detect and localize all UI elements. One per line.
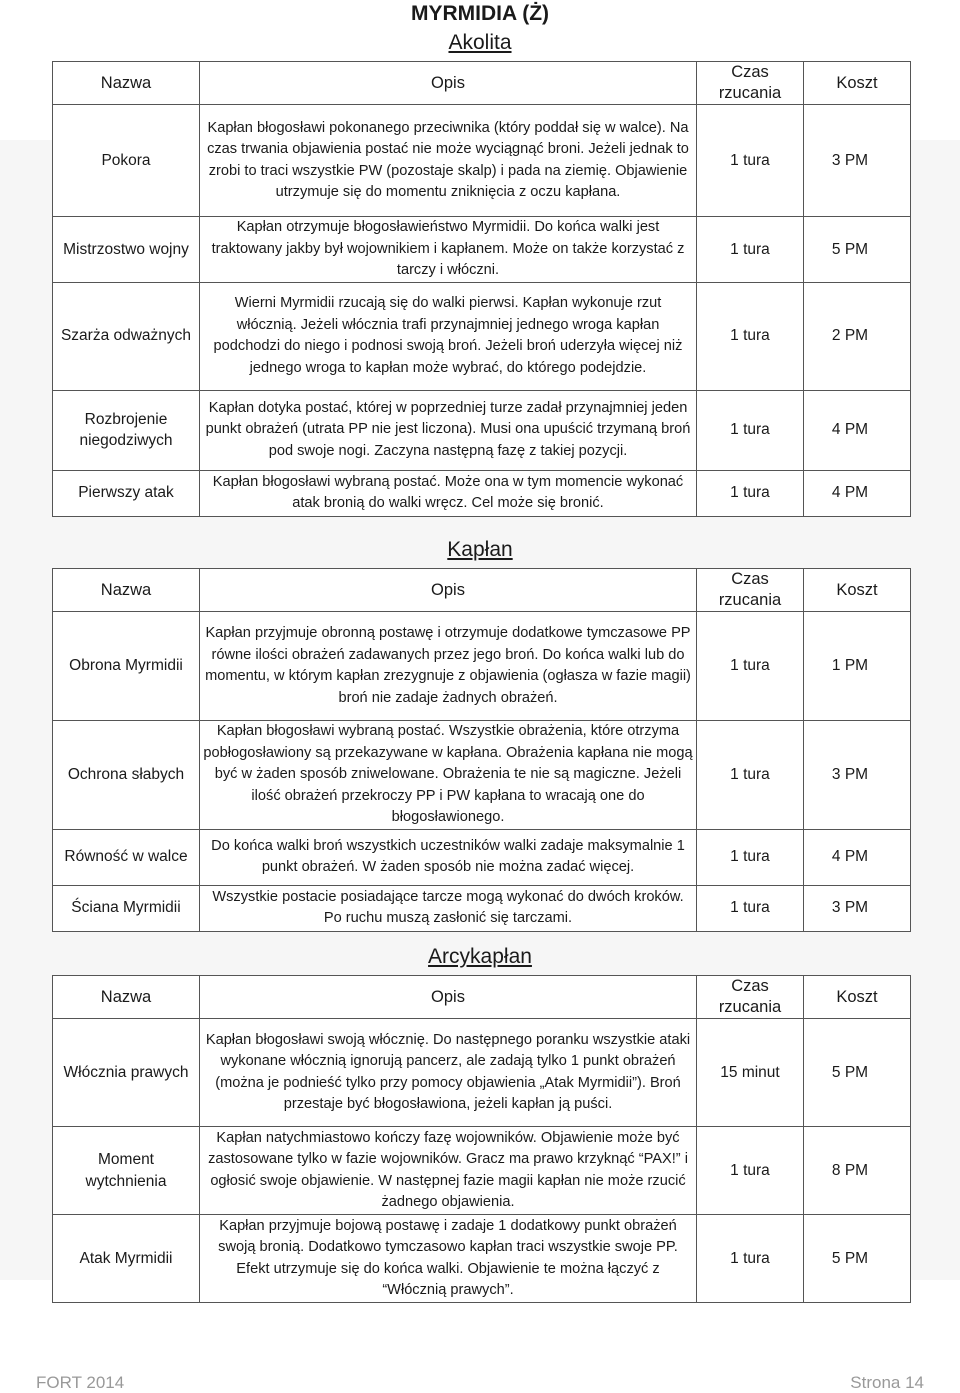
spell-cost: 8 PM: [804, 1127, 911, 1215]
table-row: [53, 105, 911, 217]
spell-table-akolita: [52, 61, 911, 517]
section-title-akolita: Akolita: [448, 31, 512, 54]
table-row: [53, 885, 911, 931]
table-row: [53, 721, 911, 830]
table-row: [53, 470, 911, 516]
section-title-kaplan: Kapłan: [447, 538, 513, 561]
footer-page-number: Strona 14: [850, 1373, 924, 1392]
table-row: [53, 1215, 911, 1303]
header-name: Nazwa: [53, 569, 200, 612]
header-cost: Koszt: [804, 976, 911, 1019]
footer-left: FORT 2014: [36, 1373, 125, 1392]
table-row: [53, 1127, 911, 1215]
spell-cost: 4 PM: [804, 470, 911, 516]
spell-name: Ochrona słabych: [53, 721, 200, 830]
table-row: [53, 1019, 911, 1127]
spell-table-kaplan: [52, 568, 911, 932]
spell-time: 1 tura: [697, 1215, 804, 1303]
spell-table-arcykaplan: [52, 975, 911, 1303]
spell-name: Rozbrojenie niegodziwych: [53, 390, 200, 470]
header-desc: Opis: [200, 976, 697, 1019]
header-desc: Opis: [200, 569, 697, 612]
spell-desc: Kapłan dotyka postać, której w poprzedniej turze zadał przynajmniej jeden punkt obrażeń (utrata PP nie jest liczona). Musi ona upuścić trzymaną broń pod swoje nogi. Zaczyna następną fazę z takiej pozycji.: [200, 390, 697, 470]
spell-time: 1 tura: [697, 885, 804, 931]
table-row: [53, 390, 911, 470]
spell-name: Ściana Myrmidii: [53, 885, 200, 931]
header-name: Nazwa: [53, 62, 200, 105]
spell-name: Obrona Myrmidii: [53, 612, 200, 721]
spell-cost: 1 PM: [804, 612, 911, 721]
header-name: Nazwa: [53, 976, 200, 1019]
spell-desc: Kapłan błogosławi swoją włócznię. Do następnego poranku wszystkie ataki wykonane włócznią ignorują pancerz, ale zadają tylko 1 punkt obrażeń (można je podnieść tylko przy pomocy objawienia „Atak Myrmidii”). Broń przestaje być błogosławiona, jeżeli kapłan ją puści.: [200, 1019, 697, 1127]
spell-cost: 2 PM: [804, 282, 911, 390]
spell-desc: Kapłan błogosławi wybraną postać. Wszystkie obrażenia, które otrzyma pobłogosławiony są przekazywane w kapłana. Obrażenia kapłana nie mogą być w żaden sposób zniwelowane. Obrażenia te nie są magiczne. Jeżeli ilość obrażeń przekroczy PP i PW kapłana to wracają one do błogosławionego.: [200, 721, 697, 830]
spell-cost: 3 PM: [804, 105, 911, 217]
spell-time: 1 tura: [697, 470, 804, 516]
spell-desc: Kapłan przyjmuje bojową postawę i zadaje 1 dodatkowy punkt obrażeń swoją bronią. Dodatkowo tymczasowo kapłan traci wszystkie swoje PP. Efekt utrzymuje się do końca walki. Objawienie te można łączyć z “Włócznią prawych”.: [200, 1215, 697, 1303]
section-title-arcykaplan: Arcykapłan: [428, 945, 532, 968]
spell-cost: 4 PM: [804, 829, 911, 885]
header-desc: Opis: [200, 62, 697, 105]
spell-name: Równość w walce: [53, 829, 200, 885]
spell-desc: Wszystkie postacie posiadające tarcze mogą wykonać do dwóch kroków. Po ruchu muszą zasłonić się tarczami.: [200, 885, 697, 931]
spell-desc: Kapłan przyjmuje obronną postawę i otrzymuje dodatkowe tymczasowe PP równe ilości obrażeń zadawanych przez jego broń. Do końca walki lub do momentu, w którym kapłan zrezygnuje z objawienia (ogłasza w fazie magii) broń nie zadaje żadnych obrażeń.: [200, 612, 697, 721]
spell-cost: 4 PM: [804, 390, 911, 470]
page-title: MYRMIDIA (Ż): [410, 2, 550, 25]
spell-cost: 3 PM: [804, 721, 911, 830]
table-header-row: [53, 569, 911, 612]
spell-name: Moment wytchnienia: [53, 1127, 200, 1215]
table-header-row: [53, 62, 911, 105]
spell-time: 15 minut: [697, 1019, 804, 1127]
spell-time: 1 tura: [697, 1127, 804, 1215]
spell-time: 1 tura: [697, 612, 804, 721]
spell-desc: Wierni Myrmidii rzucają się do walki pierwsi. Kapłan wykonuje rzut włócznią. Jeżeli włócznia trafi przynajmniej jednego wroga kapłan podchodzi do niego i podnosi swoją broń. Jeżeli broń uderzyła więcej niż jednego wroga to kapłan może wybrać, do którego podejdzie.: [200, 282, 697, 390]
spell-cost: 5 PM: [804, 1215, 911, 1303]
header-time: Czas rzucania: [697, 976, 804, 1019]
spell-desc: Do końca walki broń wszystkich uczestników walki zadaje maksymalnie 1 punkt obrażeń. W żaden sposób nie można zadać więcej.: [200, 829, 697, 885]
spell-cost: 5 PM: [804, 1019, 911, 1127]
spell-time: 1 tura: [697, 390, 804, 470]
spell-desc: Kapłan błogosławi wybraną postać. Może ona w tym momencie wykonać atak bronią do walki wręcz. Cel może się bronić.: [200, 470, 697, 516]
header-cost: Koszt: [804, 569, 911, 612]
table-row: [53, 217, 911, 283]
table-row: [53, 829, 911, 885]
spell-name: Atak Myrmidii: [53, 1215, 200, 1303]
spell-time: 1 tura: [697, 282, 804, 390]
spell-name: Pokora: [53, 105, 200, 217]
spell-name: Pierwszy atak: [53, 470, 200, 516]
spell-name: Włócznia prawych: [53, 1019, 200, 1127]
header-time: Czas rzucania: [697, 569, 804, 612]
spell-name: Szarża odważnych: [53, 282, 200, 390]
spell-time: 1 tura: [697, 829, 804, 885]
spell-time: 1 tura: [697, 217, 804, 283]
header-cost: Koszt: [804, 62, 911, 105]
spell-cost: 5 PM: [804, 217, 911, 283]
spell-desc: Kapłan otrzymuje błogosławieństwo Myrmidii. Do końca walki jest traktowany jakby był wojownikiem i kapłanem. Może on także korzystać z tarczy i włóczni.: [200, 217, 697, 283]
spell-time: 1 tura: [697, 105, 804, 217]
spell-cost: 3 PM: [804, 885, 911, 931]
spell-name: Mistrzostwo wojny: [53, 217, 200, 283]
table-row: [53, 282, 911, 390]
header-time: Czas rzucania: [697, 62, 804, 105]
table-row: [53, 612, 911, 721]
spell-time: 1 tura: [697, 721, 804, 830]
spell-desc: Kapłan natychmiastowo kończy fazę wojowników. Objawienie może być zastosowane tylko w fazie wojowników. Gracz ma prawo krzyknąć “PAX!” i ogłosić swoje objawienie. W następnej fazie magii kapłan nie może rzucić żadnego objawienia.: [200, 1127, 697, 1215]
spell-desc: Kapłan błogosławi pokonanego przeciwnika (który poddał się w walce). Na czas trwania objawienia postać nie może wyciągnąć broni. Jeżeli jednak to zrobi to traci wszystkie PW (pozostaje skalp) i pada na ziemię. Objawienie utrzymuje się do momentu zniknięcia z oczu kapłana.: [200, 105, 697, 217]
table-header-row: [53, 976, 911, 1019]
